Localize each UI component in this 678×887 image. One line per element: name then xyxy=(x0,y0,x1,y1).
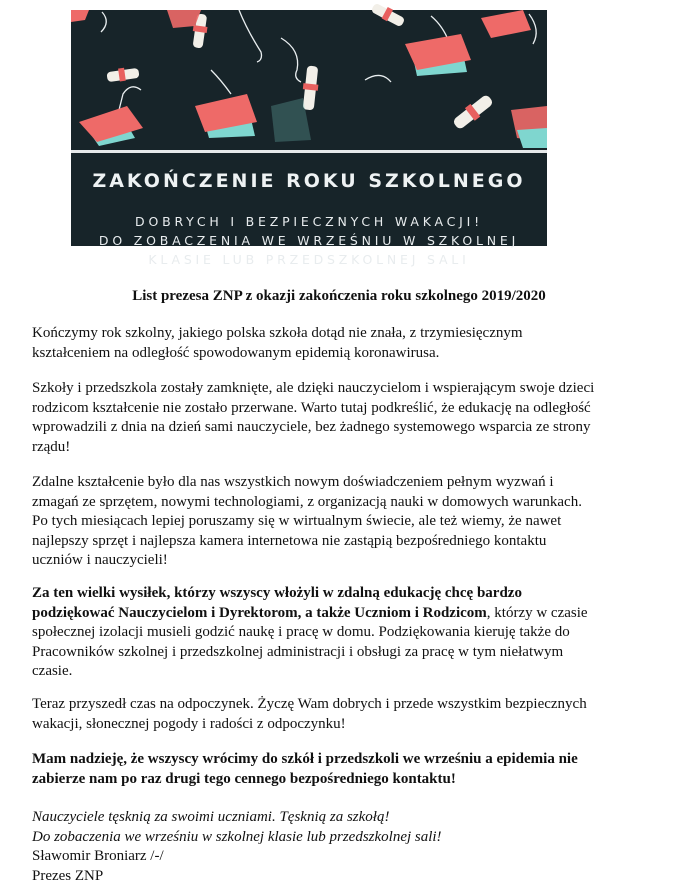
closing-signature xyxy=(32,808,657,886)
graduation-cap-icon xyxy=(481,10,531,38)
text-line: , którzy w czasie xyxy=(486,604,588,621)
text-line: społecznej izolacji musieli godzić naukę i pracę w domu. Podziękowania kieruję także do xyxy=(32,624,570,640)
banner-subtitle: KLASIE LUB PRZEDSZKOLNEJ SALI xyxy=(148,252,470,267)
diploma-scroll-icon xyxy=(452,94,494,131)
banner-title: ZAKOŃCZENIE ROKU SZKOLNEGO xyxy=(92,170,526,192)
paragraph-schools-closed xyxy=(32,379,657,457)
text-line: wprowadzili z dnia na dzień sami nauczyciele, bez żadnego systemowego wsparcia ze strony xyxy=(32,419,591,435)
paragraph-remote-learning xyxy=(32,473,657,571)
banner-divider xyxy=(71,150,547,153)
graduation-cap-icon xyxy=(195,94,257,138)
text-line-bold: Za ten wielki wysiłek, którzy wszyscy włożyli w zdalną edukację chcę bardzo xyxy=(32,585,522,601)
text-line-bold: Mam nadzieję, że wszyscy wrócimy do szkół i przedszkoli we wrześniu a epidemia nie xyxy=(32,751,578,767)
banner-subtitle: DOBRYCH I BEZPIECZNYCH WAKACJI! xyxy=(135,214,483,229)
signature-position: Prezes ZNP xyxy=(32,867,104,884)
diploma-scroll-icon xyxy=(371,3,406,28)
text-line: rodzicom kształcenie nie zostało przerwane. Warto tutaj podkreślić, że edukację na odległość xyxy=(32,399,591,416)
text-line: zmagań ze sprzętem, nowymi technologiami, z organizacją nauki w domowych warunkach. xyxy=(32,493,582,510)
paragraph-hope xyxy=(32,750,657,789)
text-line: uczniów i nauczycieli! xyxy=(32,552,168,568)
graduation-cap-icon xyxy=(71,10,89,22)
text-line: Szkoły i przedszkola zostały zamknięte, ale dzięki nauczycielom i wspierającym swoje dzieci xyxy=(32,380,595,396)
closing-italic-line: Do zobaczenia we wrześniu w szkolnej klasie lub przedszkolnej sali! xyxy=(32,828,442,845)
paragraph-thanks xyxy=(32,584,657,682)
text-line: Kończymy rok szkolny, jakiego polska szkoła dotąd nie znała, z trzymiesięcznym xyxy=(32,325,523,341)
header-banner xyxy=(71,10,547,267)
text-line: Teraz przyszedł czas na odpoczynek. Życzę Wam dobrych i przede wszystkim bezpiecznych xyxy=(32,696,587,712)
text-line: kształceniem na odległość spowodowanym epidemią koronawirusa. xyxy=(32,344,440,361)
closing-italic-line: Nauczyciele tęsknią za swoimi uczniami. Tęsknią za szkołą! xyxy=(32,809,390,825)
graduation-cap-icon xyxy=(79,106,143,146)
letter-title: List prezesa ZNP z okazji zakończenia roku szkolnego 2019/2020 xyxy=(132,288,546,304)
paragraph-holidays xyxy=(32,695,657,734)
text-line: czasie. xyxy=(32,663,73,679)
graduation-cap-icon xyxy=(511,106,547,148)
graduation-cap-icon xyxy=(405,34,471,76)
text-line: Po tych miesiącach lepiej poruszamy się w wirtualnym świecie, ale też wiemy, że nawet xyxy=(32,513,562,529)
graduation-illustration xyxy=(71,10,547,150)
banner-subtitle: DO ZOBACZENIA WE WRZEŚNIU W SZKOLNEJ xyxy=(98,233,520,248)
text-line: Pracowników szkolnej i przedszkolnej administracji i obsługi za pracę w tym niełatwym xyxy=(32,643,564,660)
text-line: najlepszy sprzęt i najlepsza kamera internetowa nie zastąpią bezpośredniego kontaktu xyxy=(32,532,547,549)
text-line: wakacji, słonecznej pogody i radości z odpoczynku! xyxy=(32,715,346,732)
text-line: rządu! xyxy=(32,438,71,455)
signature-name: Sławomir Broniarz /-/ xyxy=(32,848,164,864)
text-bold: podziękować Nauczycielom i Dyrektorom, a także Uczniom i Rodzicom xyxy=(32,604,487,621)
paragraph-intro xyxy=(32,324,657,363)
diploma-scroll-icon xyxy=(106,68,139,82)
diploma-scroll-icon xyxy=(303,65,319,110)
text-line: Zdalne kształcenie było dla nas wszystkich nowym doświadczeniem pełnym wyzwań i xyxy=(32,474,554,490)
text-line-bold: zabierze nam po raz drugi tego cennego bezpośredniego kontaktu! xyxy=(32,770,456,787)
